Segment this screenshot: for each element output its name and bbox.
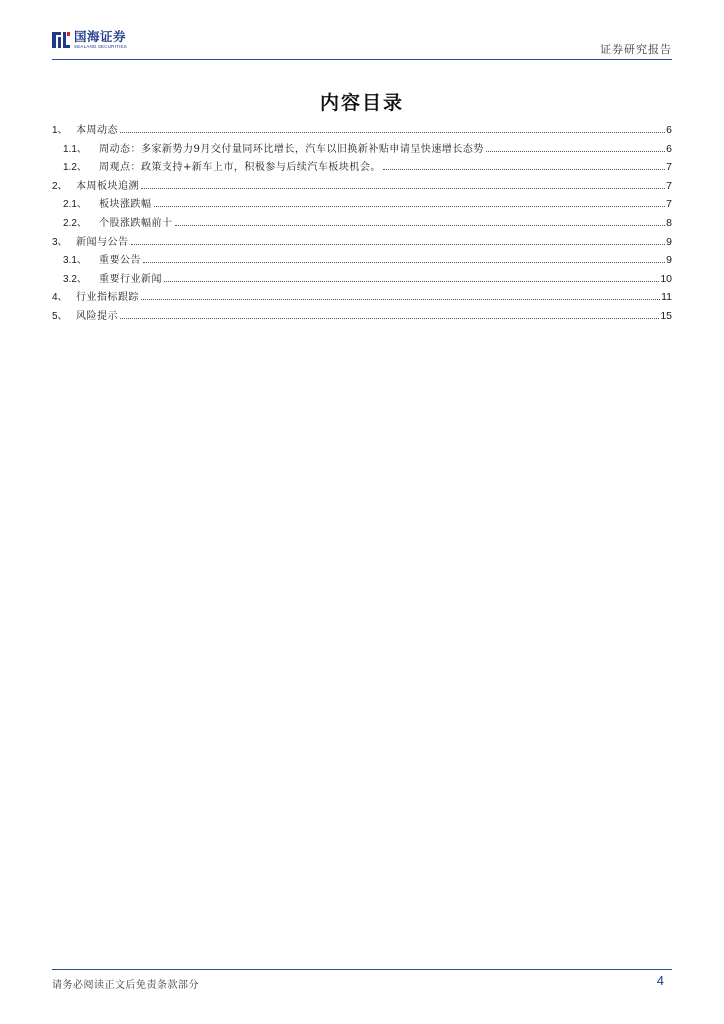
toc-leader-dots xyxy=(175,225,666,226)
toc-entry-text: 重要行业新闻 xyxy=(99,273,162,285)
toc-entry-number: 2.2、 xyxy=(63,217,87,229)
toc-entry-page: 10 xyxy=(660,272,672,285)
toc-entry[interactable] xyxy=(52,288,672,307)
footer-disclaimer: 请务必阅读正文后免责条款部分 xyxy=(52,980,199,991)
toc-leader-dots xyxy=(120,318,659,319)
toc-leader-dots xyxy=(143,262,665,263)
toc-entry[interactable] xyxy=(52,251,672,270)
toc-entry-number: 2、 xyxy=(52,180,68,192)
toc-entry[interactable] xyxy=(52,270,672,289)
toc-leader-dots xyxy=(164,281,659,282)
toc-leader-dots xyxy=(383,169,665,170)
toc-entry-number: 1.2、 xyxy=(63,162,87,174)
toc-entry-page: 9 xyxy=(666,235,672,248)
toc-entry-page: 9 xyxy=(666,254,672,267)
footer-divider xyxy=(52,969,672,970)
header-divider xyxy=(52,59,672,60)
toc-entry-number: 1、 xyxy=(52,125,68,136)
toc-entry-page: 7 xyxy=(666,161,672,174)
toc-leader-dots xyxy=(120,132,665,133)
logo-cn-text: 国海证券 xyxy=(74,29,127,44)
page-number: 4 xyxy=(656,973,664,988)
toc-leader-dots xyxy=(154,206,666,207)
toc-entry-text: 本周板块追溯 xyxy=(76,180,139,192)
toc-entry-page: 6 xyxy=(666,124,672,136)
toc-leader-dots xyxy=(486,151,665,152)
toc-entry-page: 11 xyxy=(661,291,672,304)
toc-entry-page: 7 xyxy=(666,198,672,211)
toc-entry-text: 行业指标跟踪 xyxy=(76,292,139,304)
toc-entry-text: 风险提示 xyxy=(76,310,118,322)
toc-entry-number: 4、 xyxy=(52,292,68,304)
toc-entry-page: 8 xyxy=(666,216,672,229)
toc-entry-text: 周观点：政策支持+新车上市，积极参与后续汽车板块机会。 xyxy=(99,162,381,174)
toc-entry-number: 5、 xyxy=(52,310,68,322)
toc-entry-text: 新闻与公告 xyxy=(76,236,129,248)
toc-entry-number: 1.1、 xyxy=(63,143,87,155)
toc-entry-text: 个股涨跌幅前十 xyxy=(99,217,173,229)
toc-entry-text: 本周动态 xyxy=(76,125,118,136)
toc-entry[interactable] xyxy=(52,121,672,140)
toc-entry-text: 周动态：多家新势力9月交付量同环比增长，汽车以旧换新补贴申请呈快速增长态势 xyxy=(99,143,484,155)
toc-entry-page: 7 xyxy=(666,179,672,192)
toc-entry[interactable] xyxy=(52,158,672,177)
toc-title: 内容目录 xyxy=(319,92,404,114)
toc-entry[interactable] xyxy=(52,214,672,233)
logo-en-text: SEALAND SECURITIES xyxy=(74,43,127,49)
company-logo xyxy=(52,30,127,50)
toc-leader-dots xyxy=(131,244,666,245)
toc-entry-number: 3、 xyxy=(52,236,68,248)
toc-entry-number: 2.1、 xyxy=(63,199,87,211)
toc-leader-dots xyxy=(141,299,660,300)
toc-entry-text: 重要公告 xyxy=(99,255,141,267)
toc-entry[interactable] xyxy=(52,195,672,214)
toc-entry[interactable] xyxy=(52,233,672,252)
report-type: 证券研究报告 xyxy=(600,43,672,56)
toc-entry-page: 15 xyxy=(660,309,672,322)
toc-entry-text: 板块涨跌幅 xyxy=(99,199,152,211)
toc-entry-number: 3.2、 xyxy=(63,273,87,285)
toc-entry[interactable] xyxy=(52,177,672,196)
sealand-logo-icon xyxy=(52,30,70,50)
toc-entry-page: 6 xyxy=(666,142,672,155)
toc-entry-number: 3.1、 xyxy=(63,255,87,267)
page-header xyxy=(52,26,672,60)
toc-entry[interactable] xyxy=(52,140,672,159)
toc-leader-dots xyxy=(141,188,665,189)
toc-entry[interactable] xyxy=(52,307,672,326)
table-of-contents xyxy=(52,121,672,326)
